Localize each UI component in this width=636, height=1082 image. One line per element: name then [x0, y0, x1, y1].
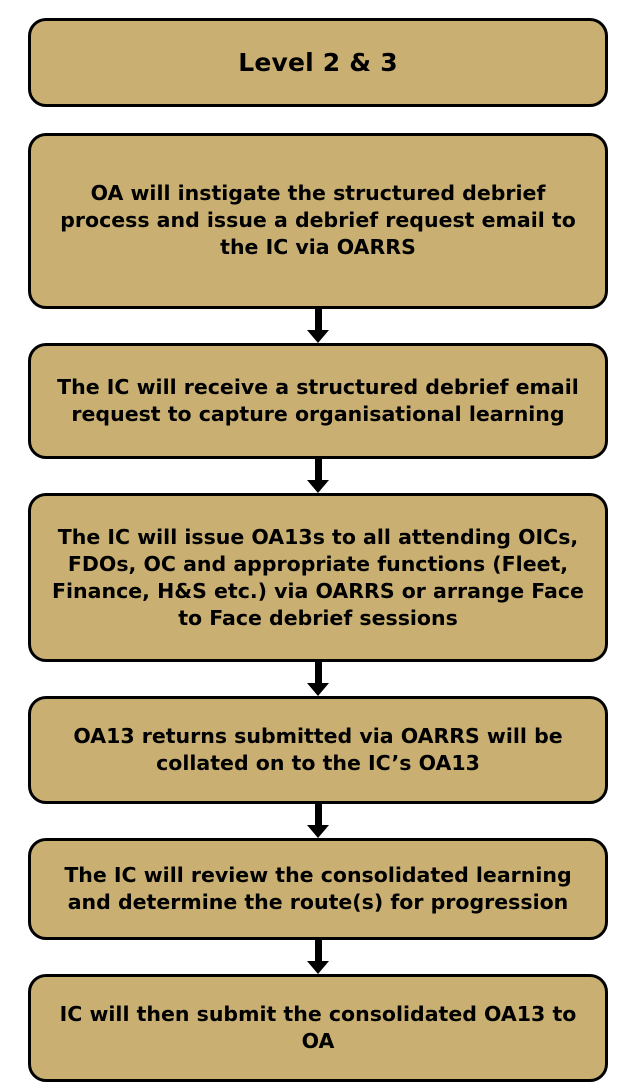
- flow-node-step-2-label: The IC will receive a structured debrief email request to capture organisational learning: [57, 375, 579, 427]
- flow-node-step-1: [28, 133, 608, 310]
- flowchart-title-box: [28, 18, 608, 107]
- flow-node-step-6-label: IC will then submit the consolidated OA13 to OA: [59, 1001, 577, 1053]
- arrow-step-1-to-step-2: [307, 309, 329, 343]
- flow-node-step-5: [28, 838, 608, 939]
- flowchart-title: Level 2 & 3: [238, 47, 398, 77]
- arrow-head: [307, 330, 329, 343]
- arrow-shaft: [315, 940, 322, 961]
- flow-node-step-4-label: OA13 returns submitted via OARRS will be collated on to the IC’s OA13: [73, 724, 563, 776]
- flow-node-step-3-label: The IC will issue OA13s to all attending OICs, FDOs, OC and appropriate functions (Fleet, Finance, H&S etc.) via OARRS or arrange Face to Face debrief sessions: [52, 524, 584, 630]
- arrow-shaft: [315, 309, 322, 330]
- arrow-head: [307, 825, 329, 838]
- flow-node-step-1-label: OA will instigate the structured debrief process and issue a debrief request email to the IC via OARRS: [60, 181, 576, 260]
- flow-node-step-5-label: The IC will review the consolidated learning and determine the route(s) for progression: [64, 863, 572, 915]
- flow-node-step-2: [28, 343, 608, 459]
- arrow-head: [307, 961, 329, 974]
- flow-node-step-4: [28, 696, 608, 804]
- arrow-step-5-to-step-6: [307, 940, 329, 974]
- flow-node-step-3: [28, 493, 608, 662]
- arrow-step-4-to-step-5: [307, 804, 329, 838]
- arrow-head: [307, 683, 329, 696]
- arrow-shaft: [315, 662, 322, 683]
- arrow-shaft: [315, 459, 322, 480]
- arrow-head: [307, 480, 329, 493]
- flow-node-step-6: [28, 974, 608, 1082]
- arrow-shaft: [315, 804, 322, 825]
- arrow-step-3-to-step-4: [307, 662, 329, 696]
- arrow-step-2-to-step-3: [307, 459, 329, 493]
